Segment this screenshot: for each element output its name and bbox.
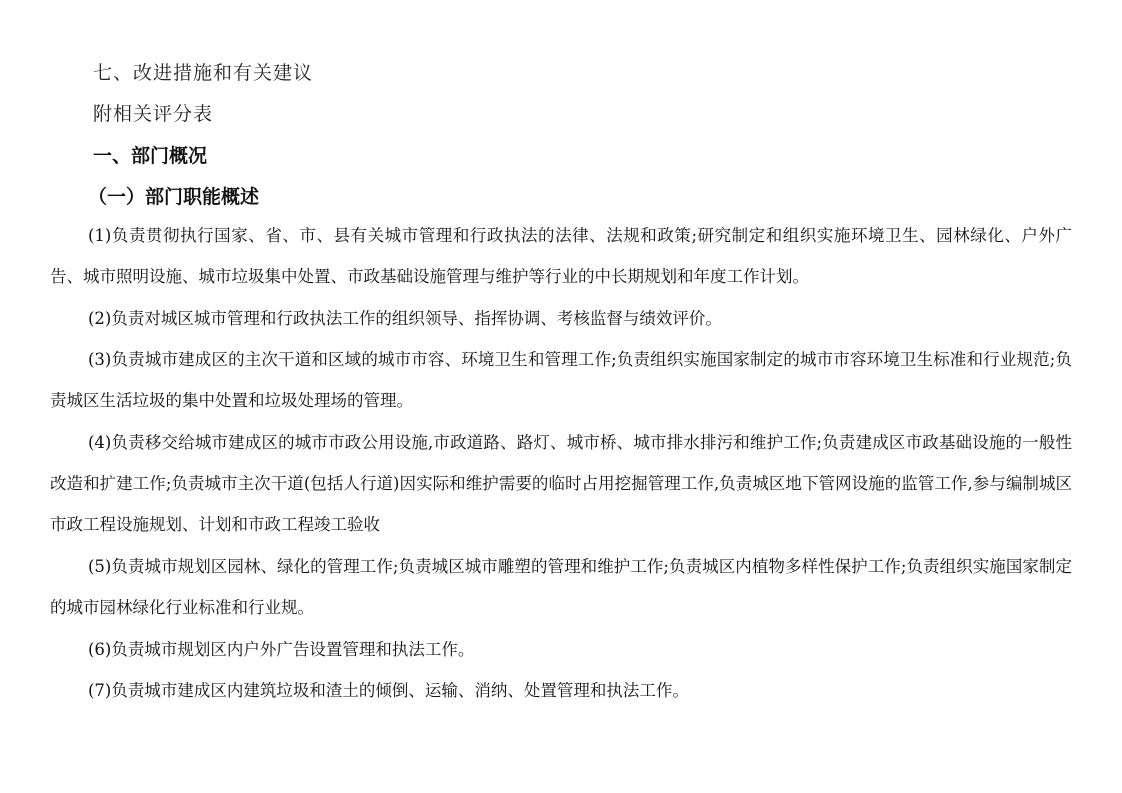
function-paragraph-3: (3)负责城市建成区的主次干道和区域的城市市容、环境卫生和管理工作;负责组织实施国家制定的城市市容环境卫生标准和行业规范;负责城区生活垃圾的集中处置和垃圾处理场的管理。 <box>50 350 1072 410</box>
function-paragraph-7: (7)负责城市建成区内建筑垃圾和渣土的倾倒、运输、消纳、处置管理和执法工作。 <box>88 681 689 700</box>
section-heading-department-overview: 一、部门概况 <box>93 145 208 167</box>
outline-item-improvement-measures: 七、改进措施和有关建议 <box>93 62 314 84</box>
outline-item-appendix-scoring-tables: 附相关评分表 <box>93 103 214 125</box>
function-paragraph-5: (5)负责城市规划区园林、绿化的管理工作;负责城区城市雕塑的管理和维护工作;负责城区内植物多样性保护工作;负责组织实施国家制定的城市园林绿化行业标准和行业规。 <box>50 557 1072 617</box>
function-paragraph-6: (6)负责城市规划区内户外广告设置管理和执法工作。 <box>88 640 475 659</box>
function-paragraph-1: (1)负责贯彻执行国家、省、市、县有关城市管理和行政执法的法律、法规和政策;研究制定和组织实施环境卫生、园林绿化、户外广告、城市照明设施、城市垃圾集中处置、市政基础设施管理与维护等行业的中长期规划和年度工作计划。 <box>50 226 1072 286</box>
function-paragraph-4: (4)负责移交给城市建成区的城市市政公用设施,市政道路、路灯、城市桥、城市排水排污和维护工作;负责建成区市政基础设施的一般性改造和扩建工作;负责城市主次干道(包括人行道)因实际和维护需要的临时占用挖掘管理工作,负责城区地下管网设施的监管工作,参与编制城区市政工程设施规划、计划和市政工程竣工验收 <box>50 433 1072 534</box>
function-paragraph-2: (2)负责对城区城市管理和行政执法工作的组织领导、指挥协调、考核监督与绩效评价。 <box>88 309 722 328</box>
subsection-heading-department-functions: （一）部门职能概述 <box>88 186 260 208</box>
